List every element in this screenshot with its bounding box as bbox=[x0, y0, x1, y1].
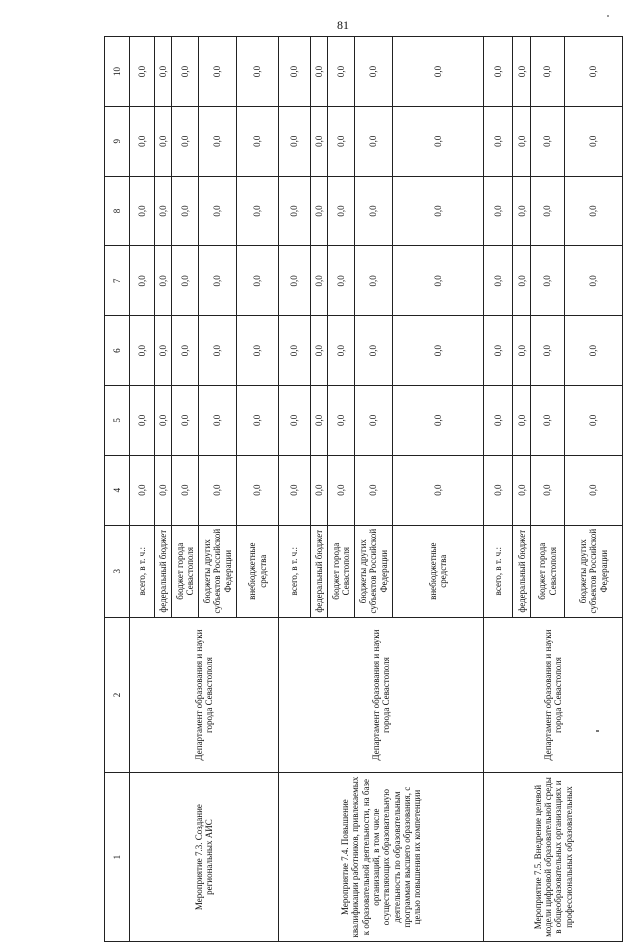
funding-source: бюджеты других субъектов Российской Федерации bbox=[354, 525, 392, 617]
amount-cell: 0,0 bbox=[484, 106, 513, 176]
amount-cell: 0,0 bbox=[172, 455, 198, 525]
amount-cell: 0,0 bbox=[328, 246, 354, 316]
amount-cell: 0,0 bbox=[392, 455, 484, 525]
amount-cell: 0,0 bbox=[198, 246, 236, 316]
event-name: Мероприятие 7.3. Создание региональных АИС bbox=[130, 773, 279, 942]
amount-cell: 0,0 bbox=[484, 37, 513, 107]
amount-cell: 0,0 bbox=[354, 37, 392, 107]
amount-cell: 0,0 bbox=[310, 106, 328, 176]
amount-cell: 0,0 bbox=[236, 37, 278, 107]
amount-cell: 0,0 bbox=[198, 385, 236, 455]
amount-cell: 0,0 bbox=[310, 455, 328, 525]
funding-source: бюджет города Севастополя bbox=[172, 525, 198, 617]
amount-cell: 0,0 bbox=[564, 37, 622, 107]
amount-cell: 0,0 bbox=[392, 106, 484, 176]
event-name: Мероприятие 7.4. Повышение квалификации работников, привлекаемых к образовательной деятельности, на базе организаций, в том числе осуществляющих образовательную деятельность по образовательным программам высшего образования, с целью повышения их компетенции bbox=[279, 773, 484, 942]
amount-cell: 0,0 bbox=[154, 385, 172, 455]
amount-cell: 0,0 bbox=[130, 37, 155, 107]
amount-cell: 0,0 bbox=[198, 37, 236, 107]
amount-cell: 0,0 bbox=[531, 385, 565, 455]
amount-cell: 0,0 bbox=[392, 316, 484, 386]
rotated-table-container bbox=[104, 36, 623, 942]
amount-cell: 0,0 bbox=[130, 246, 155, 316]
amount-cell: 0,0 bbox=[328, 106, 354, 176]
amount-cell: 0,0 bbox=[392, 385, 484, 455]
amount-cell: 0,0 bbox=[531, 316, 565, 386]
amount-cell: 0,0 bbox=[484, 246, 513, 316]
funding-source: внебюджетные средства bbox=[236, 525, 278, 617]
amount-cell: 0,0 bbox=[564, 106, 622, 176]
amount-cell: 0,0 bbox=[354, 246, 392, 316]
amount-cell: 0,0 bbox=[198, 106, 236, 176]
amount-cell: 0,0 bbox=[172, 385, 198, 455]
amount-cell: 0,0 bbox=[172, 176, 198, 246]
amount-cell: 0,0 bbox=[328, 176, 354, 246]
stray-mark bbox=[607, 15, 609, 17]
amount-cell: 0,0 bbox=[279, 316, 310, 386]
amount-cell: 0,0 bbox=[484, 316, 513, 386]
budget-table bbox=[104, 36, 623, 942]
col-header: 4 bbox=[105, 455, 130, 525]
table-body bbox=[130, 37, 623, 942]
amount-cell: 0,0 bbox=[236, 246, 278, 316]
amount-cell: 0,0 bbox=[279, 106, 310, 176]
amount-cell: 0,0 bbox=[310, 316, 328, 386]
amount-cell: 0,0 bbox=[531, 106, 565, 176]
funding-source: бюджет города Севастополя bbox=[531, 525, 565, 617]
amount-cell: 0,0 bbox=[354, 385, 392, 455]
funding-source: всего, в т. ч.: bbox=[130, 525, 155, 617]
amount-cell: 0,0 bbox=[310, 246, 328, 316]
amount-cell: 0,0 bbox=[172, 316, 198, 386]
amount-cell: 0,0 bbox=[310, 176, 328, 246]
amount-cell: 0,0 bbox=[513, 37, 531, 107]
amount-cell: 0,0 bbox=[172, 246, 198, 316]
col-header: 1 bbox=[105, 773, 130, 942]
funding-source: бюджеты других субъектов Российской Федерации bbox=[564, 525, 622, 617]
amount-cell: 0,0 bbox=[130, 106, 155, 176]
amount-cell: 0,0 bbox=[484, 385, 513, 455]
funding-source: федеральный бюджет bbox=[154, 525, 172, 617]
amount-cell: 0,0 bbox=[564, 176, 622, 246]
table-row bbox=[484, 37, 513, 942]
amount-cell: 0,0 bbox=[154, 37, 172, 107]
amount-cell: 0,0 bbox=[236, 385, 278, 455]
event-name: Мероприятие 7.5. Внедрение целевой модели цифровой образовательной среды в общеобразовательных организациях и профессиональных образовательных bbox=[484, 773, 623, 942]
funding-source: бюджет города Севастополя bbox=[328, 525, 354, 617]
amount-cell: 0,0 bbox=[198, 316, 236, 386]
amount-cell: 0,0 bbox=[513, 316, 531, 386]
funding-source: всего, в т. ч.: bbox=[279, 525, 310, 617]
funding-source: внебюджетные средства bbox=[392, 525, 484, 617]
responsible-department: Департамент образования и науки города Севастополя bbox=[279, 617, 484, 772]
amount-cell: 0,0 bbox=[154, 176, 172, 246]
amount-cell: 0,0 bbox=[392, 246, 484, 316]
funding-source: федеральный бюджет bbox=[310, 525, 328, 617]
col-header: 2 bbox=[105, 617, 130, 772]
amount-cell: 0,0 bbox=[130, 385, 155, 455]
col-header: 10 bbox=[105, 37, 130, 107]
col-header: 3 bbox=[105, 525, 130, 617]
amount-cell: 0,0 bbox=[531, 455, 565, 525]
col-header: 9 bbox=[105, 106, 130, 176]
amount-cell: 0,0 bbox=[130, 455, 155, 525]
funding-source: всего, в т. ч.: bbox=[484, 525, 513, 617]
amount-cell: 0,0 bbox=[354, 176, 392, 246]
amount-cell: 0,0 bbox=[513, 176, 531, 246]
amount-cell: 0,0 bbox=[354, 316, 392, 386]
amount-cell: 0,0 bbox=[392, 37, 484, 107]
amount-cell: 0,0 bbox=[154, 316, 172, 386]
amount-cell: 0,0 bbox=[564, 385, 622, 455]
amount-cell: 0,0 bbox=[279, 455, 310, 525]
col-header: 5 bbox=[105, 385, 130, 455]
amount-cell: 0,0 bbox=[236, 455, 278, 525]
amount-cell: 0,0 bbox=[354, 455, 392, 525]
amount-cell: 0,0 bbox=[154, 106, 172, 176]
amount-cell: 0,0 bbox=[531, 176, 565, 246]
amount-cell: 0,0 bbox=[279, 385, 310, 455]
amount-cell: 0,0 bbox=[310, 385, 328, 455]
amount-cell: 0,0 bbox=[328, 37, 354, 107]
amount-cell: 0,0 bbox=[513, 385, 531, 455]
table-row bbox=[130, 37, 155, 942]
amount-cell: 0,0 bbox=[130, 176, 155, 246]
amount-cell: 0,0 bbox=[328, 316, 354, 386]
amount-cell: 0,0 bbox=[236, 316, 278, 386]
amount-cell: 0,0 bbox=[564, 455, 622, 525]
amount-cell: 0,0 bbox=[513, 246, 531, 316]
amount-cell: 0,0 bbox=[154, 455, 172, 525]
col-header: 6 bbox=[105, 316, 130, 386]
amount-cell: 0,0 bbox=[279, 246, 310, 316]
amount-cell: 0,0 bbox=[172, 37, 198, 107]
amount-cell: 0,0 bbox=[328, 455, 354, 525]
header-row bbox=[105, 37, 130, 942]
table-row bbox=[279, 37, 310, 942]
amount-cell: 0,0 bbox=[484, 455, 513, 525]
amount-cell: 0,0 bbox=[513, 455, 531, 525]
amount-cell: 0,0 bbox=[279, 37, 310, 107]
col-header: 7 bbox=[105, 246, 130, 316]
amount-cell: 0,0 bbox=[154, 246, 172, 316]
amount-cell: 0,0 bbox=[198, 455, 236, 525]
page-number: 81 bbox=[337, 18, 349, 32]
responsible-department: Департамент образования и науки города Севастополя bbox=[484, 617, 623, 772]
amount-cell: 0,0 bbox=[513, 106, 531, 176]
amount-cell: 0,0 bbox=[279, 176, 310, 246]
responsible-department: Департамент образования и науки города Севастополя bbox=[130, 617, 279, 772]
amount-cell: 0,0 bbox=[236, 176, 278, 246]
amount-cell: 0,0 bbox=[531, 246, 565, 316]
amount-cell: 0,0 bbox=[172, 106, 198, 176]
amount-cell: 0,0 bbox=[564, 246, 622, 316]
amount-cell: 0,0 bbox=[392, 176, 484, 246]
amount-cell: 0,0 bbox=[484, 176, 513, 246]
amount-cell: 0,0 bbox=[130, 316, 155, 386]
amount-cell: 0,0 bbox=[564, 316, 622, 386]
amount-cell: 0,0 bbox=[354, 106, 392, 176]
amount-cell: 0,0 bbox=[310, 37, 328, 107]
amount-cell: 0,0 bbox=[531, 37, 565, 107]
col-header: 8 bbox=[105, 176, 130, 246]
amount-cell: 0,0 bbox=[328, 385, 354, 455]
amount-cell: 0,0 bbox=[198, 176, 236, 246]
amount-cell: 0,0 bbox=[236, 106, 278, 176]
funding-source: федеральный бюджет bbox=[513, 525, 531, 617]
funding-source: бюджеты других субъектов Российской Федерации bbox=[198, 525, 236, 617]
